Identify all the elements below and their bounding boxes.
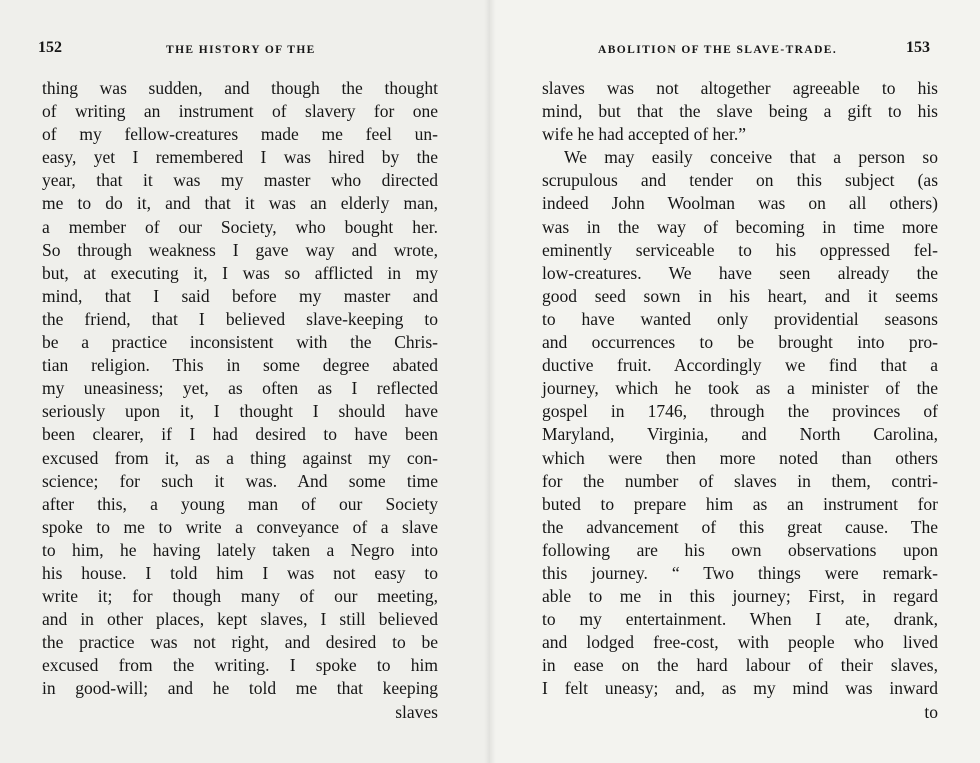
text-line: and in other places, kept slaves, I still believed <box>42 609 438 630</box>
text-line: and lodged free-cost, with people who lived <box>542 632 938 653</box>
left-page-body <box>42 77 438 724</box>
text-line: my uneasiness; yet, as often as I reflected <box>42 378 438 399</box>
text-line: science; for such it was. And some time <box>42 470 438 491</box>
text-line: of my fellow-creatures made me feel un- <box>42 124 438 145</box>
text-line: of writing an instrument of slavery for one <box>42 101 438 122</box>
text-line: was in the way of becoming in time more <box>542 216 938 237</box>
right-page <box>490 0 980 763</box>
text-line: a member of our Society, who bought her. <box>42 216 438 237</box>
text-line: So through weakness I gave way and wrote, <box>42 239 438 260</box>
text-line: following are his own observations upon <box>542 539 938 560</box>
text-line: seriously upon it, I thought I should have <box>42 401 438 422</box>
text-line: tian religion. This in some degree abated <box>42 355 438 376</box>
text-line: the advancement of this great cause. The <box>542 516 938 537</box>
catchword: to <box>924 701 938 722</box>
text-line: which were then more noted than others <box>542 447 938 468</box>
text-line: this journey. “ Two things were remark- <box>542 562 938 583</box>
text-line: to him, he having lately taken a Negro into <box>42 539 438 560</box>
text-line: scrupulous and tender on this subject (as <box>542 170 938 191</box>
text-line: indeed John Woolman was on all others) <box>542 193 938 214</box>
text-line: wife he had accepted of her.” <box>542 124 747 145</box>
text-line: eminently serviceable to his oppressed fel- <box>542 239 938 260</box>
text-line: spoke to me to write a conveyance of a slave <box>42 516 438 537</box>
text-line: to my entertainment. When I ate, drank, <box>542 609 938 630</box>
text-line: gospel in 1746, through the provinces of <box>542 401 938 422</box>
text-line: me to do it, and that it was an elderly man, <box>42 193 438 214</box>
text-line: the friend, that I believed slave-keeping to <box>42 308 438 329</box>
text-line: to have wanted only providential seasons <box>542 308 938 329</box>
text-line: write it; for though many of our meeting, <box>42 586 438 607</box>
book-gutter <box>484 0 496 763</box>
text-line: his house. I told him I was not easy to <box>42 562 438 583</box>
text-line: I felt uneasy; and, as my mind was inward <box>542 678 938 699</box>
text-line: easy, yet I remembered I was hired by the <box>42 147 438 168</box>
text-line: be a practice inconsistent with the Chris- <box>42 332 438 353</box>
text-line: We may easily conceive that a person so <box>564 147 938 168</box>
text-line: slaves was not altogether agreeable to his <box>542 78 938 98</box>
text-line: thing was sudden, and though the thought <box>42 78 438 98</box>
catchword: slaves <box>395 701 438 722</box>
text-line: for the number of slaves in them, contri- <box>542 470 938 491</box>
text-line: low-creatures. We have seen already the <box>542 262 938 283</box>
text-line: year, that it was my master who directed <box>42 170 438 191</box>
text-line: able to me in this journey; First, in regard <box>542 586 938 607</box>
text-line: Maryland, Virginia, and North Carolina, <box>542 424 938 445</box>
text-line: good seed sown in his heart, and it seems <box>542 285 938 306</box>
text-line: after this, a young man of our Society <box>42 493 438 514</box>
text-line: but, at executing it, I was so afflicted in my <box>42 262 438 283</box>
text-line: mind, but that the slave being a gift to his <box>542 101 938 122</box>
text-line: in good-will; and he told me that keeping <box>42 678 438 699</box>
text-line: buted to prepare him as an instrument for <box>542 493 938 514</box>
text-line: journey, which he took as a minister of the <box>542 378 938 399</box>
text-line: the practice was not right, and desired to be <box>42 632 438 653</box>
text-line: excused from it, as a thing against my con- <box>42 447 438 468</box>
page-number-left: 152 <box>38 39 62 56</box>
text-line: excused from the writing. I spoke to him <box>42 655 438 676</box>
running-head-right: ABOLITION OF THE SLAVE-TRADE. <box>598 44 838 56</box>
page-number-right: 153 <box>906 39 930 56</box>
text-line: ductive fruit. Accordingly we find that a <box>542 355 938 376</box>
right-page-body <box>542 77 938 724</box>
running-head-left: THE HISTORY OF THE <box>166 44 316 56</box>
text-line: in ease on the hard labour of their slaves, <box>542 655 938 676</box>
text-line: mind, that I said before my master and <box>42 285 438 306</box>
text-line: and occurrences to be brought into pro- <box>542 332 938 353</box>
text-line: been clearer, if I had desired to have been <box>42 424 438 445</box>
